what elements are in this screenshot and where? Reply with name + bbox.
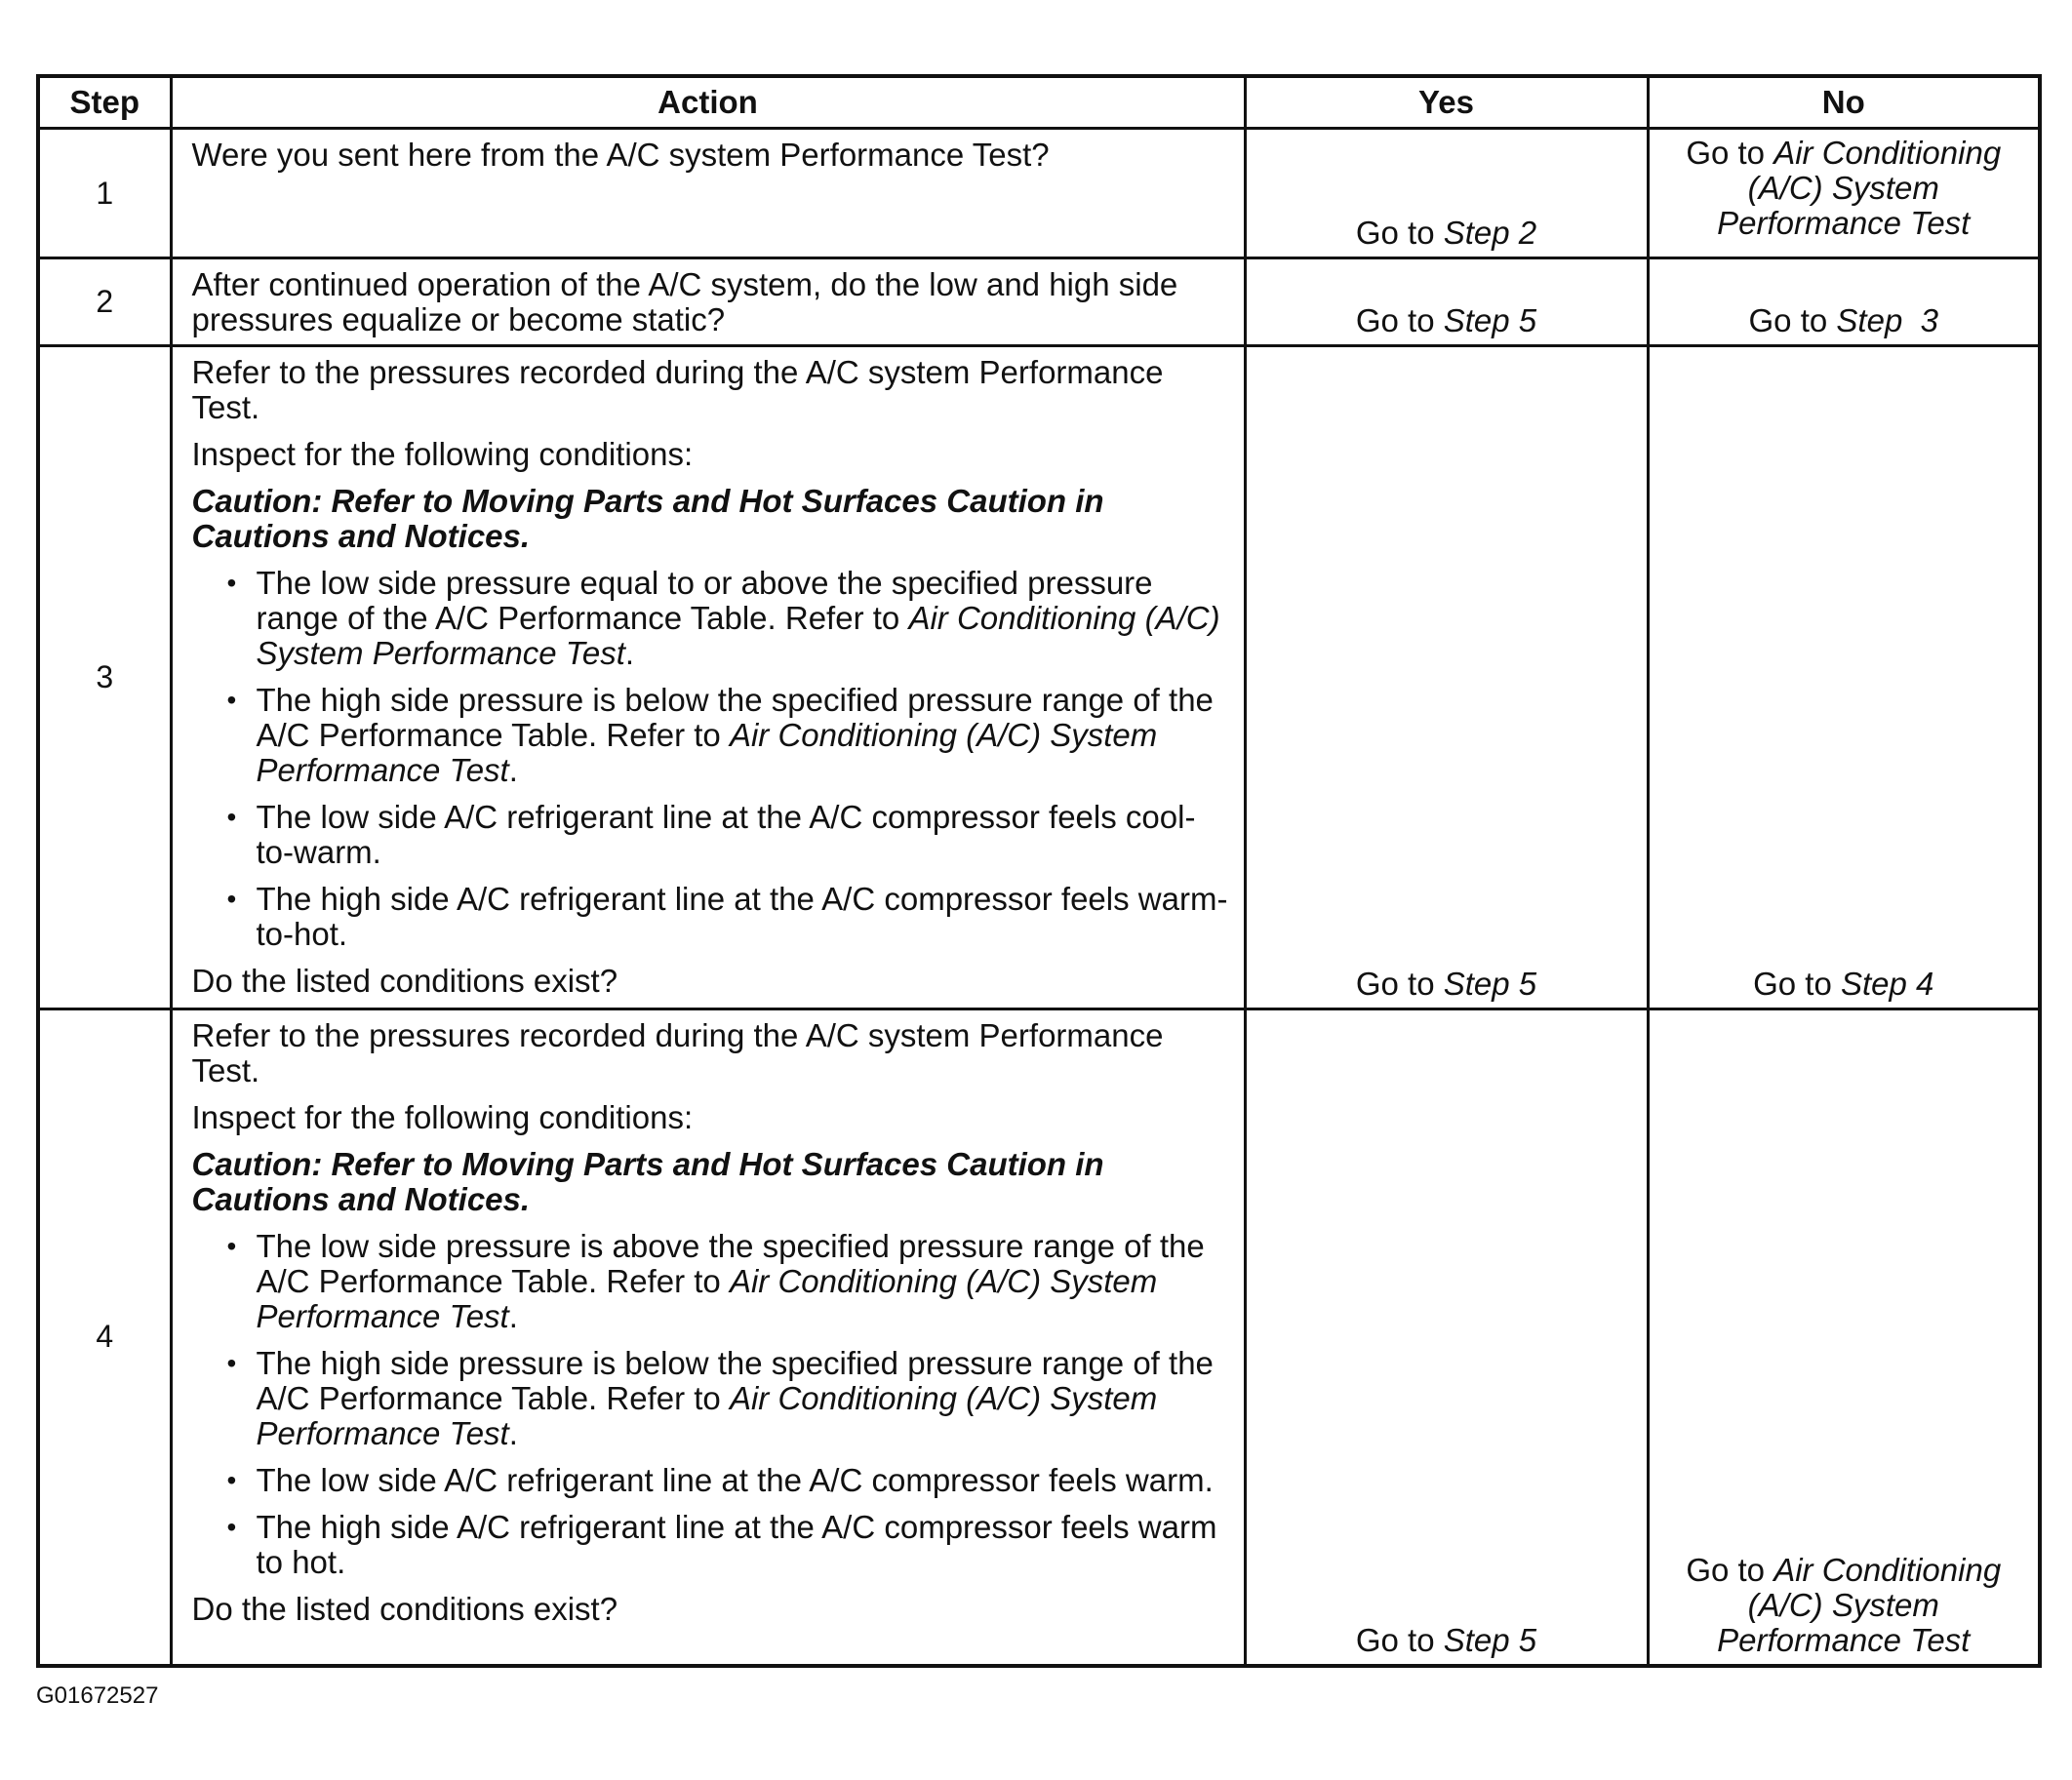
bullet-icon: •: [226, 685, 237, 715]
yes-cell: [1245, 258, 1648, 346]
action-inspect: Inspect for the following conditions:: [191, 1099, 694, 1135]
no-cell: [1648, 258, 2040, 346]
header-yes: Yes: [1245, 76, 1648, 129]
no-step-link[interactable]: Step 4: [1840, 966, 1934, 1002]
yes-cell: [1245, 129, 1648, 258]
action-question: Do the listed conditions exist?: [191, 963, 618, 999]
action-cell: [171, 129, 1245, 258]
condition-text: The low side A/C refrigerant line at the A/C compressor feels cool-to-warm.: [256, 799, 1196, 870]
step-number: 2: [38, 258, 171, 346]
yes-step-link[interactable]: Step 2: [1443, 215, 1537, 251]
action-inspect: Inspect for the following conditions:: [191, 436, 694, 472]
caution-text: Caution: Refer to Moving Parts and Hot Surfaces Caution in Cautions and Notices.: [191, 1146, 1104, 1217]
yes-step-link[interactable]: Step 5: [1443, 1621, 1537, 1658]
conditions-list: [192, 566, 1230, 952]
table-row: [38, 346, 2040, 1009]
table-row: [38, 129, 2040, 258]
no-cell: [1648, 1009, 2040, 1666]
bullet-icon: •: [226, 884, 237, 914]
step-number: 3: [38, 346, 171, 1009]
bullet-icon: •: [226, 1465, 237, 1495]
no-prefix: Go to: [1753, 966, 1841, 1002]
yes-step-link[interactable]: Step 5: [1443, 966, 1537, 1002]
condition-text: The high side A/C refrigerant line at the A/C compressor feels warm-to-hot.: [256, 881, 1228, 952]
no-test-link[interactable]: Air Conditioning (A/C) System Performance Test: [1717, 135, 2002, 241]
step-number: 1: [38, 129, 171, 258]
action-cell: [171, 1009, 1245, 1666]
list-item: [227, 1229, 1230, 1334]
no-prefix: Go to: [1686, 1551, 1774, 1588]
yes-prefix: Go to: [1355, 1621, 1444, 1658]
action-intro: Refer to the pressures recorded during the A/C system Performance Test.: [191, 1017, 1164, 1088]
condition-text: The high side A/C refrigerant line at the A/C compressor feels warm to hot.: [256, 1509, 1217, 1580]
caution-text: Caution: Refer to Moving Parts and Hot Surfaces Caution in Cautions and Notices.: [191, 483, 1104, 554]
diagnostic-table: [36, 74, 2042, 1668]
action-question: Do the listed conditions exist?: [191, 1591, 618, 1627]
condition-end: .: [508, 1415, 518, 1451]
test-reference-link[interactable]: Air Conditioning (A/C) System Performance Test: [256, 1380, 1158, 1451]
yes-cell: [1245, 1009, 1648, 1666]
no-prefix: Go to: [1686, 135, 1774, 171]
condition-text: The low side pressure equal to or above the specified pressure range of the A/C Performance Table. Refer to: [256, 565, 1153, 636]
test-reference-link[interactable]: Air Conditioning (A/C) System Performance Test: [256, 1263, 1158, 1334]
table-row: [38, 1009, 2040, 1666]
action-question: After continued operation of the A/C system, do the low and high side pressures equalize or become static?: [191, 266, 1178, 337]
condition-end: .: [508, 752, 518, 788]
test-reference-link[interactable]: Air Conditioning (A/C) System Performance Test: [256, 717, 1158, 788]
condition-text: The high side pressure is below the specified pressure range of the A/C Performance Table. Refer to: [256, 682, 1214, 753]
conditions-list: [192, 1229, 1230, 1580]
yes-prefix: Go to: [1355, 215, 1444, 251]
yes-cell: [1245, 346, 1648, 1009]
header-no: No: [1648, 76, 2040, 129]
no-cell: [1648, 346, 2040, 1009]
action-cell: [171, 346, 1245, 1009]
test-reference-link[interactable]: Air Conditioning (A/C) System Performance Test: [256, 600, 1220, 671]
table-row: [38, 258, 2040, 346]
figure-id: G01672527: [36, 1682, 159, 1709]
condition-end: .: [508, 1298, 518, 1334]
condition-text: The low side pressure is above the specified pressure range of the A/C Performance Table. Refer to: [256, 1228, 1205, 1299]
no-test-link[interactable]: Air Conditioning (A/C) System Performance Test: [1717, 1551, 2002, 1658]
action-question: Were you sent here from the A/C system Performance Test?: [191, 137, 1050, 173]
yes-prefix: Go to: [1355, 302, 1444, 338]
header-action: Action: [171, 76, 1245, 129]
condition-text: The high side pressure is below the specified pressure range of the A/C Performance Table. Refer to: [256, 1345, 1214, 1416]
yes-step-link[interactable]: Step 5: [1443, 302, 1537, 338]
action-intro: Refer to the pressures recorded during the A/C system Performance Test.: [191, 354, 1164, 425]
list-item: [227, 882, 1230, 952]
no-cell: [1648, 129, 2040, 258]
condition-text: The low side A/C refrigerant line at the A/C compressor feels warm.: [256, 1462, 1214, 1498]
header-step: Step: [38, 76, 171, 129]
bullet-icon: •: [226, 1231, 237, 1261]
bullet-icon: •: [226, 1348, 237, 1378]
no-step-link[interactable]: Step 3: [1836, 302, 1938, 338]
bullet-icon: •: [226, 802, 237, 832]
condition-end: .: [624, 635, 635, 671]
step-number: 4: [38, 1009, 171, 1666]
action-cell: [171, 258, 1245, 346]
bullet-icon: •: [226, 1512, 237, 1542]
list-item: [227, 683, 1230, 788]
list-item: [227, 800, 1230, 870]
header-row: [38, 76, 2040, 129]
list-item: [227, 566, 1230, 671]
bullet-icon: •: [226, 568, 237, 598]
list-item: [227, 1510, 1230, 1580]
no-prefix: Go to: [1748, 302, 1837, 338]
list-item: [227, 1463, 1230, 1498]
yes-prefix: Go to: [1355, 966, 1444, 1002]
list-item: [227, 1346, 1230, 1451]
